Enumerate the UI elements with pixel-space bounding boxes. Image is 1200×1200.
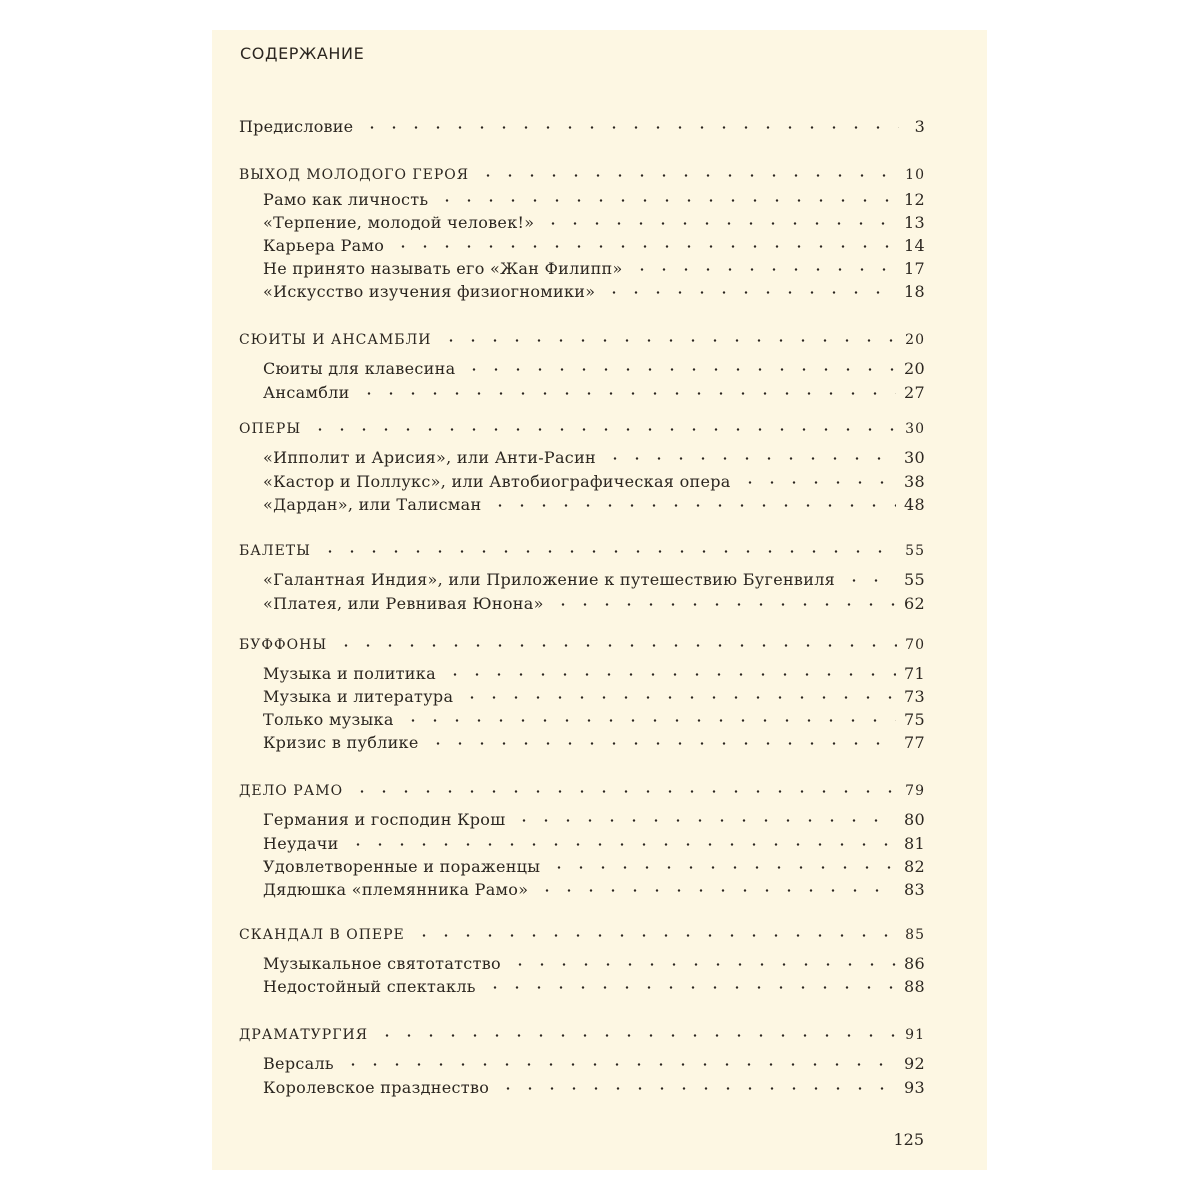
- dot-leader: [489, 504, 896, 507]
- dot-leader: [739, 481, 896, 484]
- dot-leader: [335, 644, 897, 647]
- toc-subentry: [263, 471, 925, 493]
- dot-leader: [347, 843, 896, 846]
- entry-title: Недостойный спектакль: [263, 977, 476, 996]
- page-title: СОДЕРЖАНИЕ: [240, 44, 365, 63]
- toc-subentry: [263, 235, 925, 257]
- dot-leader: [319, 550, 897, 553]
- toc-subentry: [263, 1053, 925, 1075]
- entry-title: Не принято называть его «Жан Филипп»: [263, 259, 623, 278]
- entry-title: ОПЕРЫ: [239, 421, 302, 437]
- entry-page-number: 17: [904, 259, 925, 278]
- dot-leader: [513, 819, 896, 822]
- toc-subentry: [263, 663, 925, 685]
- dot-leader: [843, 579, 896, 582]
- entry-page-number: 86: [904, 954, 925, 973]
- dot-leader: [309, 428, 897, 431]
- entry-page-number: 62: [904, 594, 925, 613]
- entry-page-number: 55: [905, 543, 925, 559]
- dot-leader: [484, 986, 896, 989]
- toc-subentry: [263, 569, 925, 591]
- entry-page-number: 48: [904, 495, 925, 514]
- toc-section-entry: [239, 164, 925, 186]
- entry-title: «Терпение, молодой человек!»: [263, 213, 535, 232]
- entry-page-number: 27: [904, 383, 925, 402]
- dot-leader: [342, 1063, 896, 1066]
- dot-leader: [376, 1034, 897, 1037]
- dot-leader: [463, 368, 896, 371]
- entry-page-number: 82: [904, 857, 925, 876]
- entry-title: Музыка и политика: [263, 664, 436, 683]
- dot-leader: [536, 889, 896, 892]
- dot-leader: [461, 696, 896, 699]
- toc-subentry: [263, 686, 925, 708]
- entry-title: БАЛЕТЫ: [239, 543, 311, 559]
- entry-title: Карьера Рамо: [263, 236, 385, 255]
- table-of-contents: [212, 30, 987, 1170]
- toc-subentry: [263, 189, 925, 211]
- entry-title: «Дардан», или Талисман: [263, 495, 482, 514]
- dot-leader: [392, 245, 896, 248]
- dot-leader: [436, 199, 896, 202]
- dot-leader: [413, 934, 897, 937]
- entry-page-number: 20: [904, 359, 925, 378]
- dot-leader: [440, 339, 898, 342]
- entry-title: ВЫХОД МОЛОДОГО ГЕРОЯ: [239, 167, 470, 183]
- dot-leader: [427, 742, 896, 745]
- entry-page-number: 91: [905, 1027, 925, 1043]
- entry-title: Ансамбли: [263, 383, 350, 402]
- entry-page-number: 12: [904, 190, 925, 209]
- entry-page-number: 83: [904, 880, 925, 899]
- entry-title: Музыкальное святотатство: [263, 954, 501, 973]
- page-number: 125: [893, 1130, 924, 1149]
- dot-leader: [444, 673, 896, 676]
- entry-title: Предисловие: [239, 117, 354, 136]
- toc-subentry: [263, 709, 925, 731]
- entry-title: Сюиты для клавесина: [263, 359, 456, 378]
- toc-subentry: [263, 1077, 925, 1099]
- entry-title: «Платея, или Ревнивая Юнона»: [263, 594, 544, 613]
- entry-title: ДЕЛО РАМО: [239, 783, 344, 799]
- dot-leader: [351, 790, 897, 793]
- entry-title: Музыка и литература: [263, 687, 454, 706]
- toc-subentry: [263, 382, 925, 404]
- entry-title: СЮИТЫ И АНСАМБЛИ: [239, 332, 432, 348]
- toc-subentry: [263, 833, 925, 855]
- dot-leader: [497, 1087, 896, 1090]
- dot-leader: [631, 268, 896, 271]
- book-page: [212, 30, 987, 1170]
- entry-page-number: 75: [904, 710, 925, 729]
- entry-page-number: 18: [904, 282, 925, 301]
- entry-title: ДРАМАТУРГИЯ: [239, 1027, 369, 1043]
- entry-page-number: 92: [904, 1054, 925, 1073]
- dot-leader: [402, 719, 896, 722]
- entry-page-number: 79: [905, 783, 925, 799]
- toc-subentry: [263, 976, 925, 998]
- entry-title: «Галантная Индия», или Приложение к путешествию Бугенвиля: [263, 570, 836, 589]
- entry-page-number: 73: [904, 687, 925, 706]
- toc-section-entry: [239, 924, 925, 946]
- entry-page-number: 88: [904, 977, 925, 996]
- entry-page-number: 55: [904, 570, 925, 589]
- entry-title: СКАНДАЛ В ОПЕРЕ: [239, 927, 405, 943]
- toc-subentry: [263, 856, 925, 878]
- entry-page-number: 81: [904, 834, 925, 853]
- toc-section-entry: [239, 418, 925, 440]
- toc-subentry: [263, 953, 925, 975]
- toc-section-entry: [239, 1024, 925, 1046]
- toc-section-entry: [239, 634, 925, 656]
- toc-subentry: [263, 809, 925, 831]
- entry-title: Неудачи: [263, 834, 339, 853]
- toc-subentry: [263, 447, 925, 469]
- entry-title: Дядюшка «племянника Рамо»: [263, 880, 529, 899]
- entry-page-number: 13: [904, 213, 925, 232]
- entry-page-number: 80: [904, 810, 925, 829]
- toc-subentry: [263, 281, 925, 303]
- entry-page-number: 38: [904, 472, 925, 491]
- entry-title: «Ипполит и Арисия», или Анти-Расин: [263, 448, 596, 467]
- toc-subentry: [263, 879, 925, 901]
- dot-leader: [548, 866, 896, 869]
- entry-title: Удовлетворенные и пораженцы: [263, 857, 541, 876]
- dot-leader: [509, 963, 896, 966]
- entry-title: «Искусство изучения физиогномики»: [263, 282, 596, 301]
- entry-title: Королевское празднество: [263, 1078, 490, 1097]
- dot-leader: [603, 291, 896, 294]
- entry-page-number: 77: [904, 733, 925, 752]
- entry-page-number: 20: [905, 332, 925, 348]
- dot-leader: [552, 603, 896, 606]
- toc-subentry: [263, 258, 925, 280]
- entry-title: Кризис в публике: [263, 733, 419, 752]
- entry-page-number: 93: [904, 1078, 925, 1097]
- entry-page-number: 30: [905, 421, 925, 437]
- toc-section-entry: [239, 540, 925, 562]
- dot-leader: [604, 457, 896, 460]
- entry-page-number: 10: [905, 167, 925, 183]
- dot-leader: [358, 392, 896, 395]
- toc-section-entry: [239, 329, 925, 351]
- toc-subentry: [263, 593, 925, 615]
- toc-section-entry: [239, 116, 925, 138]
- entry-title: Версаль: [263, 1054, 334, 1073]
- entry-page-number: 14: [904, 236, 925, 255]
- toc-subentry: [263, 494, 925, 516]
- entry-title: Рамо как личность: [263, 190, 429, 209]
- toc-subentry: [263, 212, 925, 234]
- entry-page-number: 71: [904, 664, 925, 683]
- toc-section-entry: [239, 780, 925, 802]
- toc-subentry: [263, 358, 925, 380]
- entry-page-number: 85: [905, 927, 925, 943]
- entry-title: Германия и господин Крош: [263, 810, 506, 829]
- entry-title: Только музыка: [263, 710, 394, 729]
- dot-leader: [477, 174, 897, 177]
- dot-leader: [361, 126, 899, 129]
- entry-title: БУФФОНЫ: [239, 637, 328, 653]
- dot-leader: [542, 222, 896, 225]
- entry-page-number: 70: [905, 637, 925, 653]
- toc-subentry: [263, 732, 925, 754]
- entry-page-number: 3: [914, 117, 925, 136]
- entry-page-number: 30: [904, 448, 925, 467]
- entry-title: «Кастор и Поллукс», или Автобиографическая опера: [263, 472, 731, 491]
